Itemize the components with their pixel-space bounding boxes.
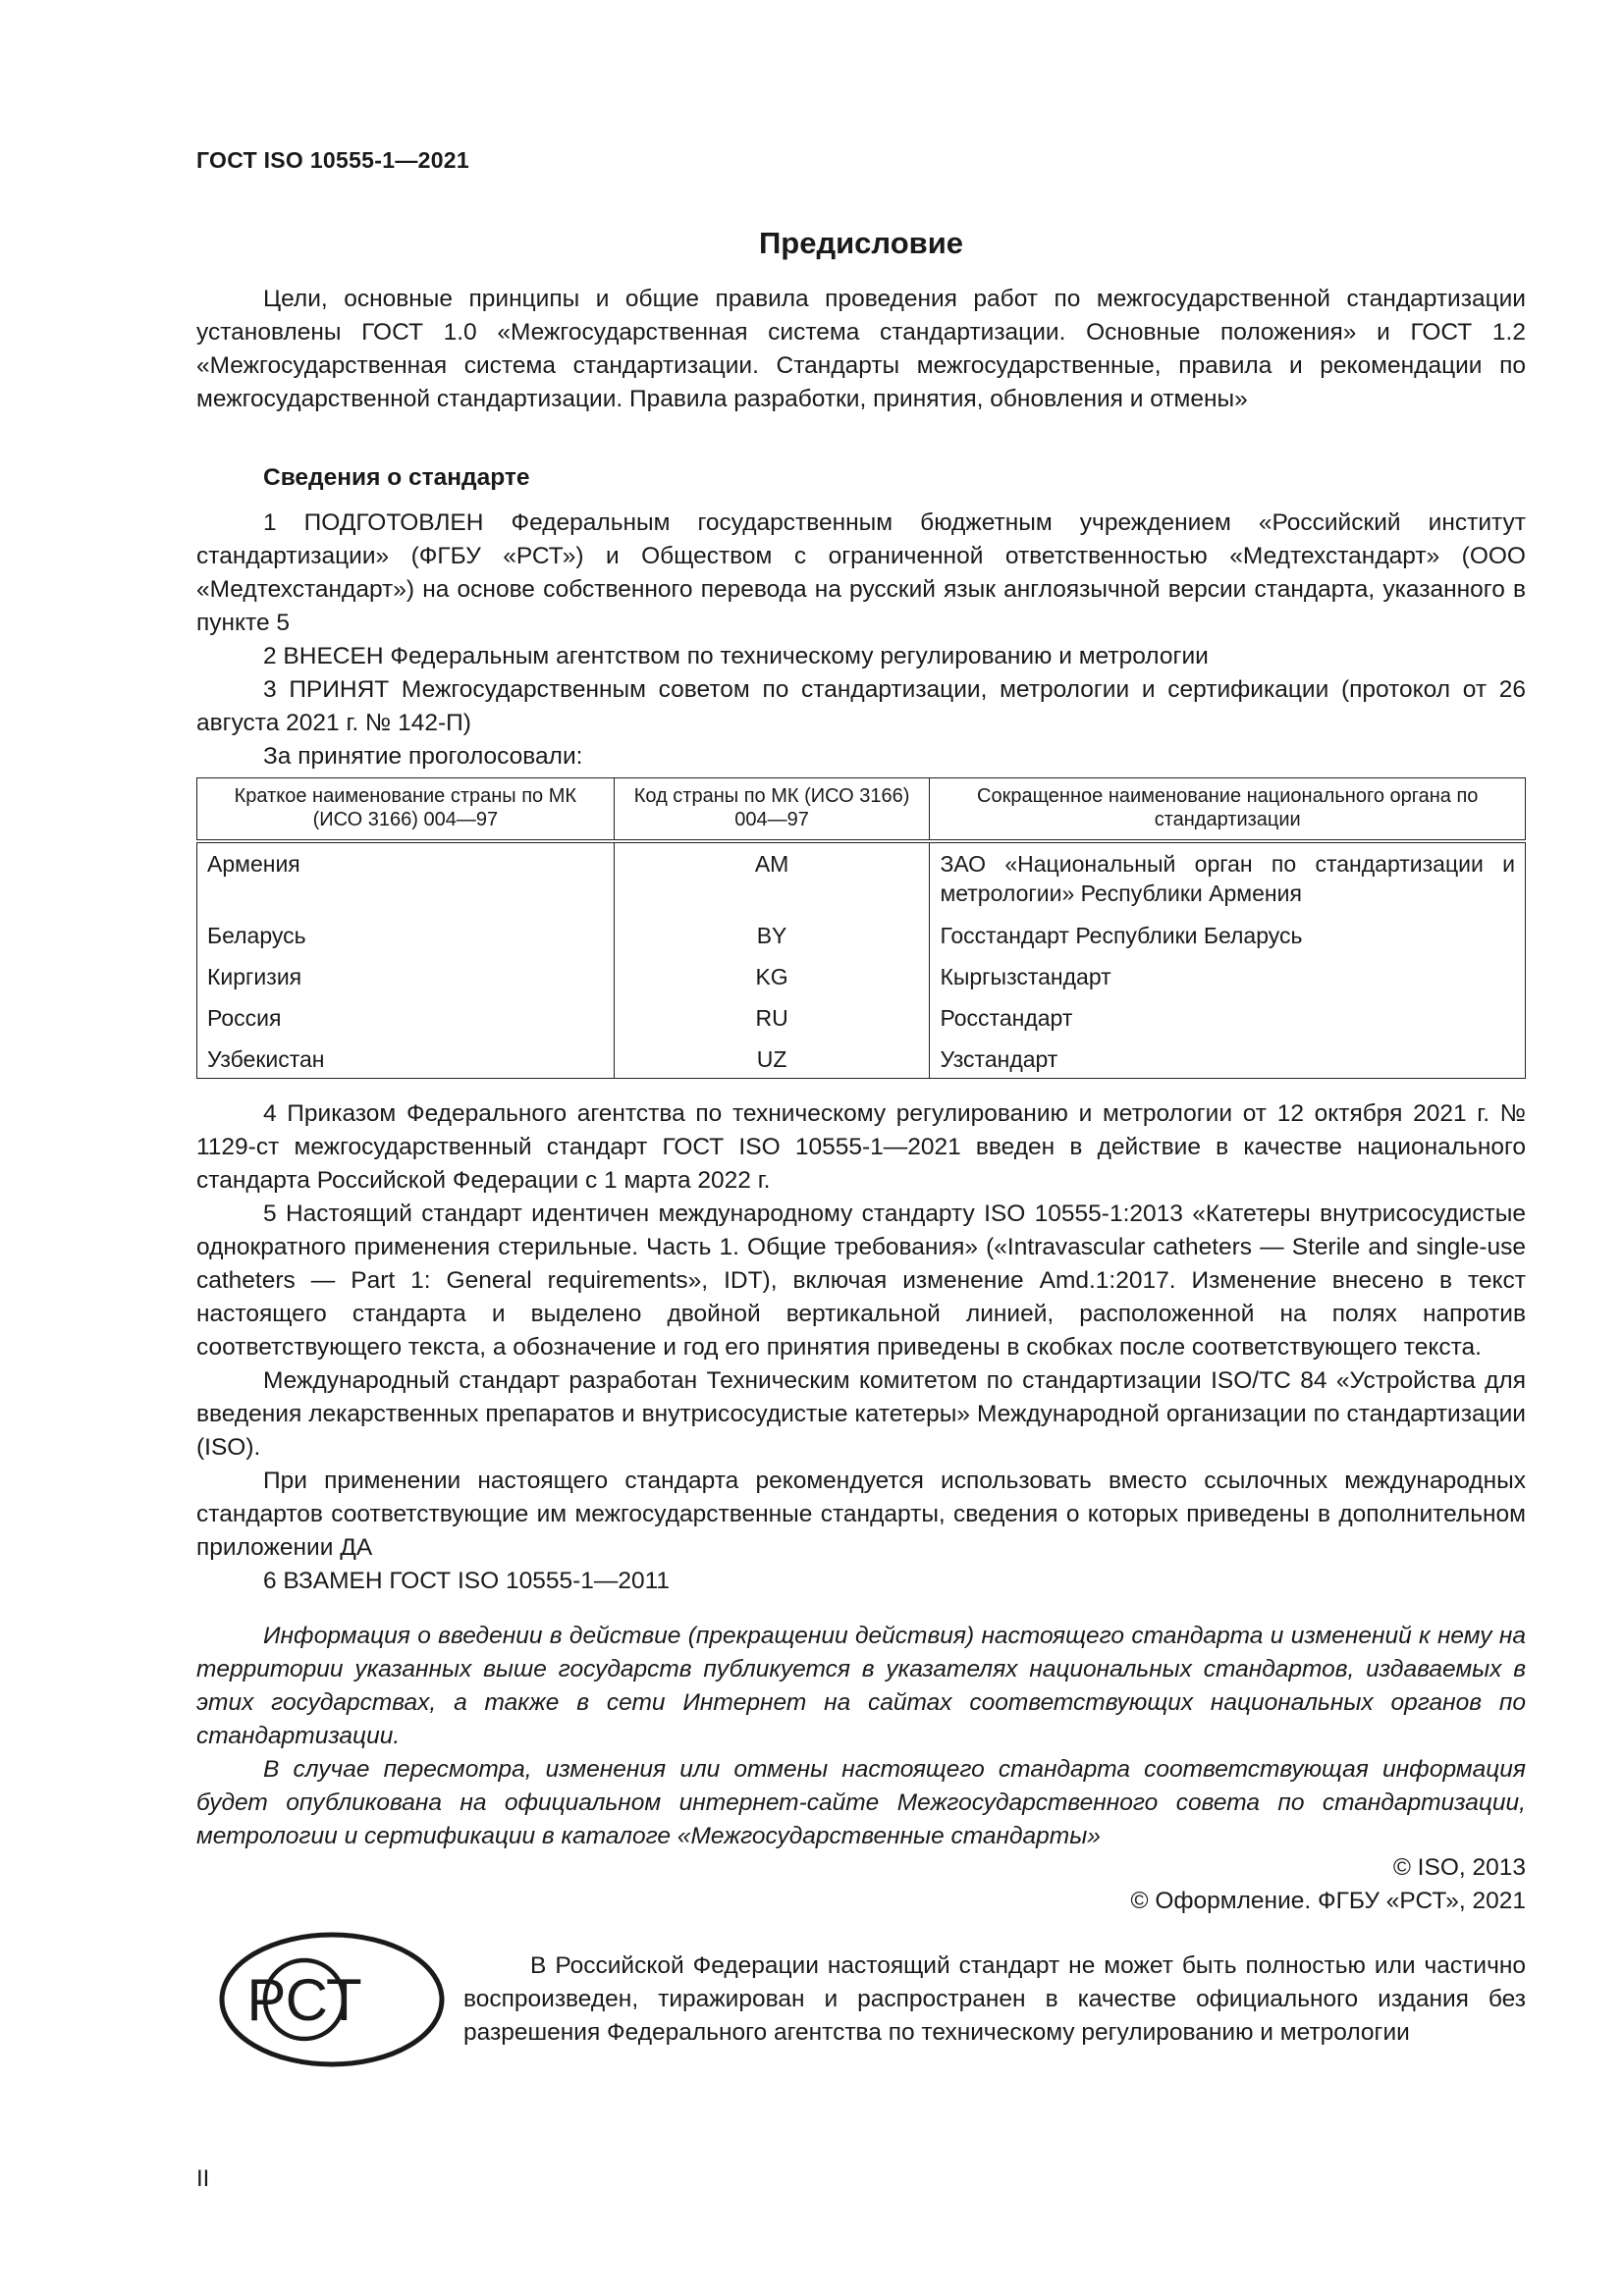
table-header-row	[197, 778, 1526, 842]
document-page	[196, 0, 1526, 2296]
column-header-country: Краткое наименование страны по МК (ИСО 3166) 004—97	[197, 778, 615, 842]
cell-code: KG	[614, 953, 930, 994]
standard-info-section	[196, 461, 1526, 774]
rights-notice	[463, 1949, 1526, 2050]
copyright-rst: © Оформление. ФГБУ «РСТ», 2021	[1130, 1888, 1526, 1914]
info-item-2: 2 ВНЕСЕН Федеральным агентством по техническому регулированию и метрологии	[263, 643, 1209, 669]
table-row	[197, 841, 1526, 911]
notice-paragraph-1: Информация о введении в действие (прекращении действия) настоящего стандарта и изменений к нему на территории указанных выше государств публикуется в указателях национальных стандартов, издаваемых в этих государствах, а также в сети Интернет на сайтах соответствующих национальных органов по стандартизации.	[196, 1623, 1526, 1749]
cell-org: Росстандарт	[930, 994, 1526, 1036]
info-item-1: 1 ПОДГОТОВЛЕН Федеральным государственным бюджетным учреждением «Российский институт стандартизации» (ФГБУ «РСТ») и Обществом с ограниченной ответственностью «Медтехстандарт» (ООО «Медтехстандарт») на основе собственного перевода на русский язык англоязычной версии стандарта, указанного в пункте 5	[196, 509, 1526, 636]
table-row	[197, 953, 1526, 994]
cell-code: RU	[614, 994, 930, 1036]
rst-logo-icon	[214, 1926, 450, 2073]
cell-country: Узбекистан	[197, 1036, 615, 1079]
rights-paragraph: В Российской Федерации настоящий стандарт не может быть полностью или частично воспроизведен, тиражирован и распространен в качестве официального издания без разрешения Федерального агентства по техническому регулированию и метрологии	[463, 1952, 1526, 2046]
cell-org: Госстандарт Республики Беларусь	[930, 911, 1526, 953]
info-item-3: 3 ПРИНЯТ Межгосударственным советом по стандартизации, метрологии и сертификации (протокол от 26 августа 2021 г. № 142-П)	[196, 676, 1526, 736]
cell-org: Узстандарт	[930, 1036, 1526, 1079]
cell-country: Киргизия	[197, 953, 615, 994]
table-row	[197, 1036, 1526, 1079]
notice-paragraph-2: В случае пересмотра, изменения или отмены настоящего стандарта соответствующая информация будет опубликована на официальном интернет-сайте Межгосударственного совета по стандартизации, метрологии и сертификации в каталоге «Межгосударственные стандарты»	[196, 1756, 1526, 1849]
column-header-org: Сокращенное наименование национального органа по стандартизации	[930, 778, 1526, 842]
cell-code: UZ	[614, 1036, 930, 1079]
cell-org: Кыргызстандарт	[930, 953, 1526, 994]
cell-code: AM	[614, 841, 930, 911]
cell-code: BY	[614, 911, 930, 953]
cell-country: Россия	[197, 994, 615, 1036]
table-row	[197, 911, 1526, 953]
info-item-5: 5 Настоящий стандарт идентичен международному стандарту ISO 10555-1:2013 «Катетеры внутрисосудистые однократного применения стерильные. Часть 1. Общие требования» («Intravascular catheters — Sterile and single-use catheters — Part 1: General requirements», IDT), включая изменение Amd.1:2017. Изменение внесено в текст настоящего стандарта и выделено двойной вертикальной линией, расположенной на полях напротив соответствующего текста, а обозначение и год его принятия приведены в скобках после соответствующего текста.	[196, 1201, 1526, 1361]
info-item-6: 6 ВЗАМЕН ГОСТ ISO 10555-1—2011	[263, 1568, 671, 1594]
column-header-code: Код страны по МК (ИСО 3166) 004—97	[614, 778, 930, 842]
adoption-section	[196, 1097, 1526, 1598]
cell-country: Беларусь	[197, 911, 615, 953]
info-item-4: 4 Приказом Федерального агентства по техническому регулированию и метрологии от 12 октября 2021 г. № 1129-ст межгосударственный стандарт ГОСТ ISO 10555-1—2021 введен в действие в качестве национального стандарта Российской Федерации с 1 марта 2022 г.	[196, 1100, 1526, 1194]
voting-table	[196, 777, 1526, 1079]
page-title: Предисловие	[758, 226, 963, 260]
document-header: ГОСТ ISO 10555-1—2021	[196, 147, 469, 173]
intro-paragraph: Цели, основные принципы и общие правила проведения работ по межгосударственной стандартизации установлены ГОСТ 1.0 «Межгосударственная система стандартизации. Основные положения» и ГОСТ 1.2 «Межгосударственная система стандартизации. Стандарты межгосударственные, правила и рекомендации по межгосударственной стандартизации. Правила разработки, принятия, обновления и отмены»	[196, 286, 1526, 412]
copyright-iso: © ISO, 2013	[1392, 1854, 1526, 1881]
voted-label: За принятие проголосовали:	[263, 743, 583, 770]
page-number: II	[196, 2165, 210, 2192]
cell-org: ЗАО «Национальный орган по стандартизации и метрологии» Республики Армения	[930, 841, 1526, 911]
international-standard-note: Международный стандарт разработан Техническим комитетом по стандартизации ISO/TC 84 «Устройства для введения лекарственных препаратов и внутрисосудистые катетеры» Международной организации по стандартизации (ISO).	[196, 1367, 1526, 1461]
logo-text: РСТ	[246, 1967, 362, 2033]
table-row	[197, 994, 1526, 1036]
notice-section	[196, 1620, 1526, 1853]
application-note: При применении настоящего стандарта рекомендуется использовать вместо ссылочных международных стандартов соответствующие им межгосударственные стандарты, сведения о которых приведены в дополнительном приложении ДА	[196, 1468, 1526, 1561]
cell-country: Армения	[197, 841, 615, 911]
section-heading: Сведения о стандарте	[263, 464, 530, 491]
intro-section	[196, 283, 1526, 416]
